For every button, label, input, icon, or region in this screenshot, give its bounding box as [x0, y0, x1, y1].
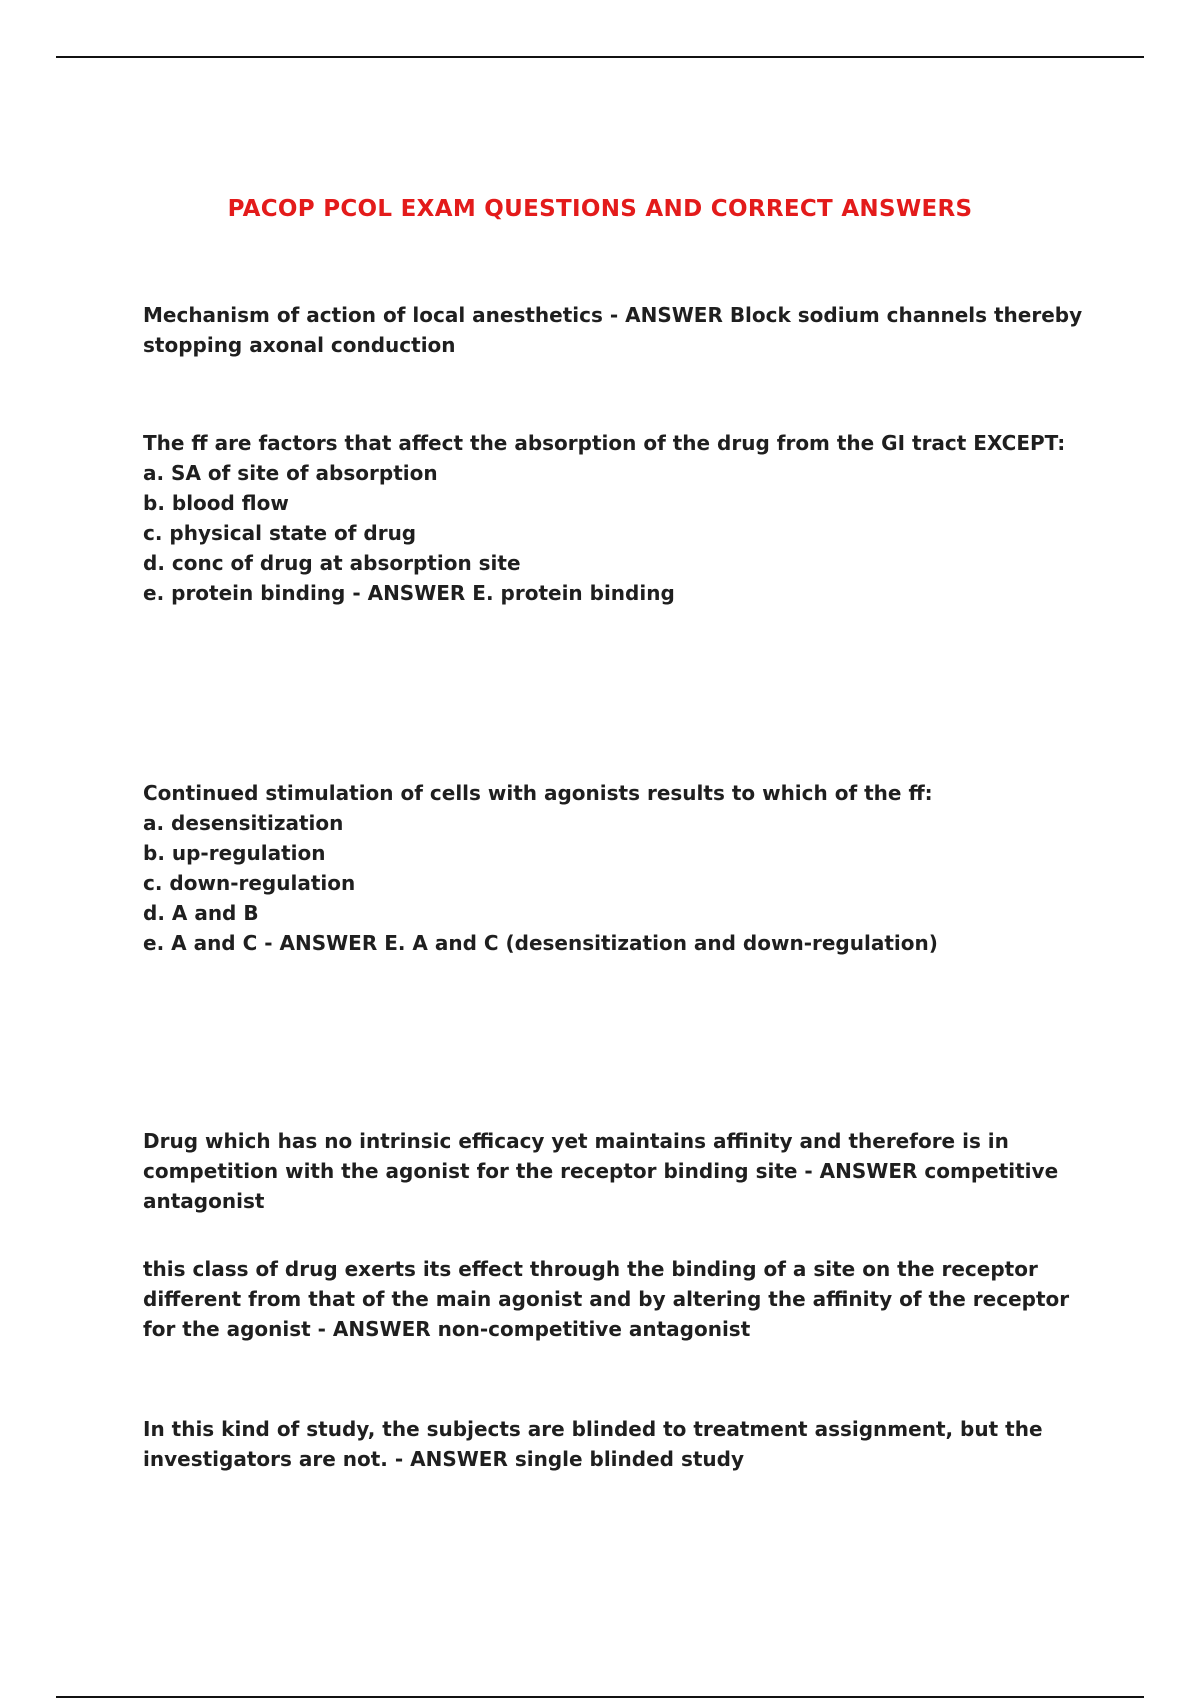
- qa-text: this class of drug exerts its effect through the binding of a site on the receptor different from that of the main agonist and by altering the affinity of the receptor for the agonist - ANSWER non-competitive antagonist: [143, 1257, 1070, 1341]
- qa-item: [143, 778, 938, 958]
- qa-text: Drug which has no intrinsic efficacy yet maintains affinity and therefore is in competition with the agonist for the receptor binding site - ANSWER competitive antagonist: [143, 1129, 1059, 1213]
- footer-rule: [56, 1696, 1144, 1698]
- answer-option: a. SA of site of absorption: [143, 461, 438, 485]
- answer-option: e. protein binding - ANSWER E. protein binding: [143, 581, 675, 605]
- answer-option: b. blood flow: [143, 491, 289, 515]
- answer-option: c. physical state of drug: [143, 521, 417, 545]
- qa-text: In this kind of study, the subjects are blinded to treatment assignment, but the investigators are not. - ANSWER single blinded study: [143, 1417, 1043, 1471]
- question-stem: Continued stimulation of cells with agonists results to which of the ff:: [143, 781, 933, 805]
- question-stem: The ff are factors that affect the absorption of the drug from the GI tract EXCEPT:: [143, 431, 1066, 455]
- qa-text: Mechanism of action of local anesthetics - ANSWER Block sodium channels thereby stopping axonal conduction: [143, 303, 1083, 357]
- qa-item: [143, 1126, 1103, 1216]
- qa-item: [143, 1414, 1103, 1474]
- answer-option: c. down-regulation: [143, 871, 356, 895]
- qa-item: [143, 300, 1103, 360]
- answer-option: b. up-regulation: [143, 841, 326, 865]
- answer-option: d. A and B: [143, 901, 259, 925]
- answer-option: d. conc of drug at absorption site: [143, 551, 521, 575]
- document-title: PACOP PCOL EXAM QUESTIONS AND CORRECT ANSWERS: [227, 196, 973, 222]
- header-rule: [56, 56, 1144, 58]
- qa-item: [143, 428, 1065, 608]
- answer-option: e. A and C - ANSWER E. A and C (desensitization and down-regulation): [143, 931, 938, 955]
- qa-item: [143, 1254, 1103, 1344]
- answer-option: a. desensitization: [143, 811, 344, 835]
